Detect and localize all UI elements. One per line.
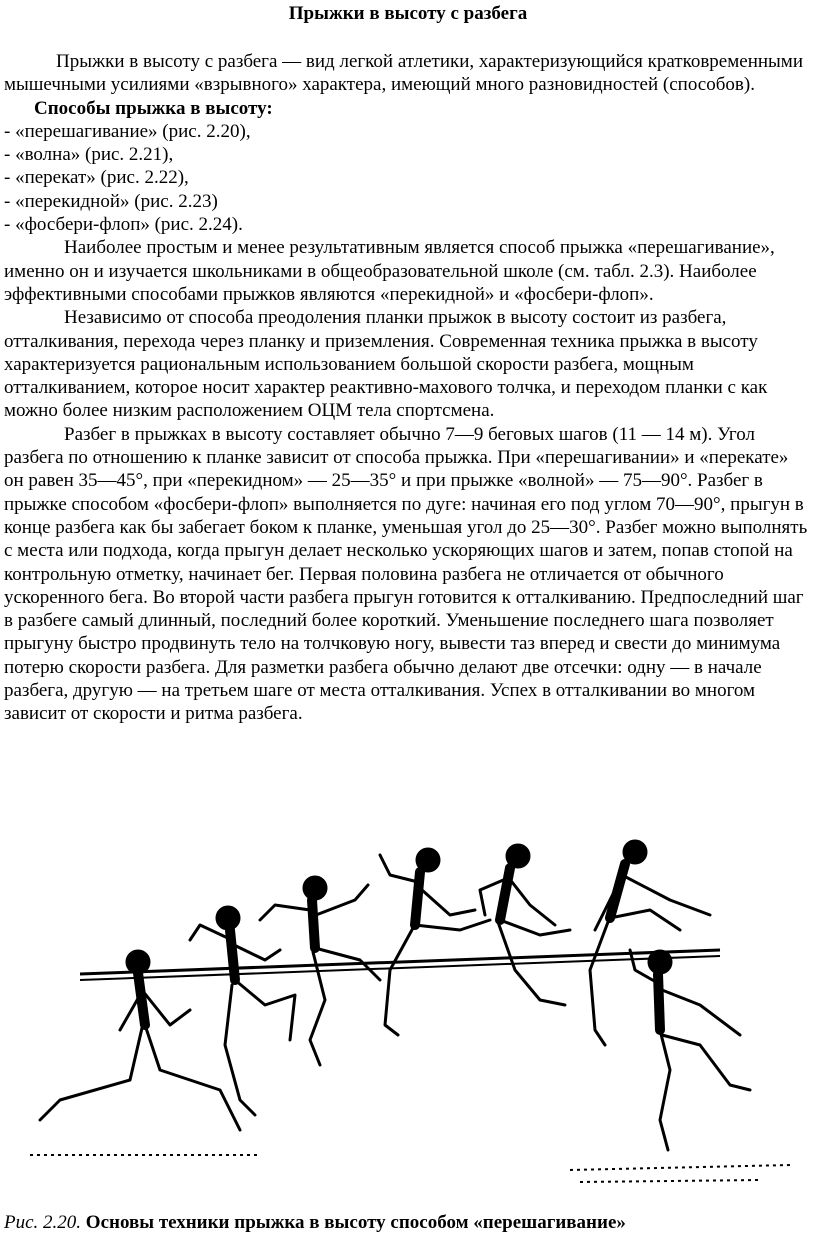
method-item: - «фосбери-флоп» (рис. 2.24). bbox=[4, 214, 243, 236]
method-item: - «перешагивание» (рис. 2.20), bbox=[4, 120, 251, 142]
jumper-figure bbox=[480, 845, 570, 1005]
figure-number: Рис. 2.20. bbox=[4, 1212, 82, 1233]
figure-title: Основы техники прыжка в высоту способом «перешагивание» bbox=[85, 1212, 626, 1233]
methods-heading: Способы прыжка в высоту: bbox=[34, 97, 273, 119]
method-item: - «волна» (рис. 2.21), bbox=[4, 144, 174, 166]
figure-caption bbox=[4, 1211, 812, 1235]
ground-line bbox=[30, 1155, 790, 1182]
page-title: Прыжки в высоту с разбега bbox=[288, 3, 528, 24]
jumper-figure bbox=[40, 951, 240, 1130]
jumper-figure bbox=[380, 849, 490, 1035]
body-text bbox=[4, 50, 812, 726]
paragraph-phases: Независимо от способа преодоления планки прыжок в высоту состоит из разбега, отталкивания, перехода через планку и приземления. Современная техника прыжка в высоту характеризуется рациональным использованием большой скорости разбега, мощным отталкиванием, которое носит характер реактивно-махового толчка, и переходом планки с как можно более низким расположением ОЦМ тела спортсмена. bbox=[4, 307, 768, 422]
paragraph-run-up: Разбег в прыжках в высоту составляет обычно 7—9 беговых шагов (11 — 14 м). Угол разбега по отношению к планке зависит от способа прыжка. При «перешагивании» и «перекате» он равен 35—45°, при «перекидном» — 25—35° и при прыжке «волной» — 75—90°. Разбег в прыжке способом «фосбери-флоп» выполняется по дуге: начиная его под углом 70—90°, прыгун в конце разбега как бы забегает боком к планке, уменьшая угол до 25—30°. Разбег можно выполнять с места или подхода, когда прыгун делает несколько ускоряющих шагов и затем, попав стопой на контрольную отметку, начинает бег. Первая половина разбега не отличается от обычного ускоренного бега. Во второй части разбега прыгун готовится к отталкиванию. Предпоследний шаг в разбеге самый длинный, последний более короткий. Уменьшение последнего шага позволяет прыгуну быстро продвинуть тело на толчковую ногу, вывести таз вперед и свести до минимума потерю скорости разбега. Для разметки разбега обычно делают две отсечки: одну — в начале разбега, другую — на третьем шаге от места отталкивания. Успех в отталкивании во многом зависит от скорости и ритма разбега. bbox=[4, 423, 808, 725]
jumper-figure bbox=[590, 841, 710, 1045]
intro-paragraph: Прыжки в высоту с разбега — вид легкой атлетики, характеризующийся кратковременными мышечными усилиями «взрывного» характера, имеющий много разновидностей (способов). bbox=[4, 51, 803, 96]
high-jump-illustration bbox=[20, 830, 800, 1210]
method-item: - «перекидной» (рис. 2.23) bbox=[4, 190, 218, 212]
paragraph-simple-method: Наиболее простым и менее результативным является способ прыжка «перешагивание», именно он и изучается школьниками в общеобразовательной школе (см. табл. 2.3). Наиболее эффективными способами прыжков являются «перекидной» и «фосбери-флоп». bbox=[4, 237, 775, 305]
method-item: - «перекат» (рис. 2.22), bbox=[4, 167, 189, 189]
jumper-figure bbox=[630, 950, 750, 1150]
